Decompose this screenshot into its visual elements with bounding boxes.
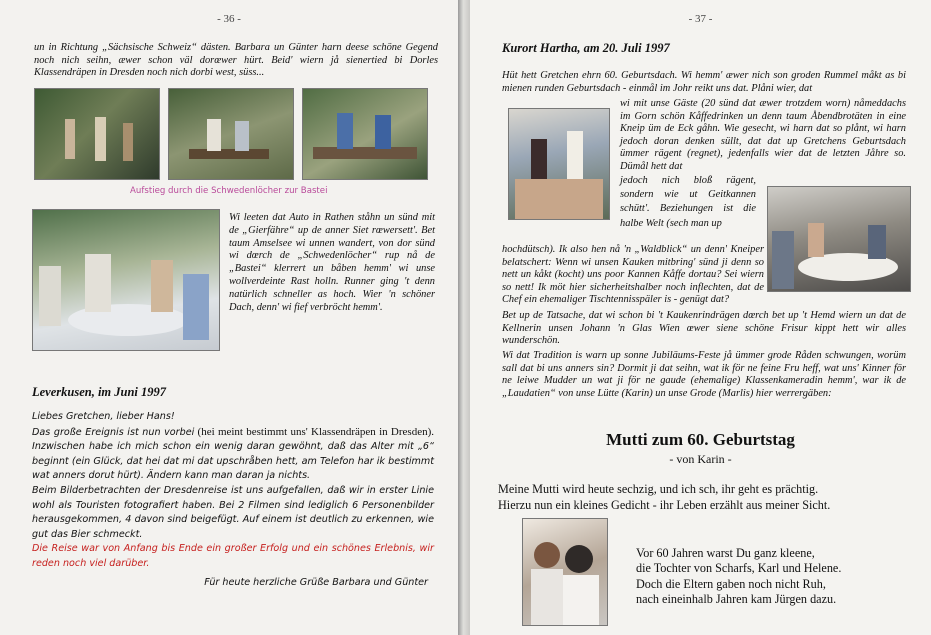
poem-intro-line-2: Hierzu nun ein kleines Gedicht - ihr Leben erzählt aus meiner Sicht. [498, 497, 831, 512]
photo-figures [169, 89, 293, 179]
left-page [0, 0, 458, 635]
poem-line: die Tochter von Scharfs, Karl und Helene. [636, 561, 842, 576]
page-number-36: - 36 - [217, 13, 241, 25]
hartha-paragraph-3: Wi dat Tradition is warn up sonne Jubiläums-Feste jå ümmer grode Råden schwungen, worüm sall dat bi uns anners sin? Dormit ji dat seihn, wat ik för ne feine Fru heff, wat uns' Kinner för ne leiwe Mudder un wat ji för ne gaude (ehemalige) Klassenkameradin hemm', war ik de „Laudatien“ von unse Lütte (Karin) un unse Grode (Marlis) hier werrergäben: [502, 350, 906, 399]
letter-body [32, 410, 434, 590]
letter-paragraph-red: Die Reise war von Anfang bis Ende ein großer Erfolg und ein schönes Erlebnis, wir reden noch viel darüber. [32, 543, 434, 569]
letter-greeting: Liebes Gretchen, lieber Hans! [32, 411, 175, 422]
photo-figures [523, 519, 607, 625]
photo-party-speech [508, 108, 610, 220]
poem-intro [498, 482, 918, 513]
photo-beer-garden [32, 209, 220, 351]
letter-paragraph-2: Beim Bilderbetrachten der Dresdenreise ist uns aufgefallen, daß wir in erster Linie wohl als Touristen fotografiert haben. Bei 2 Filmen sind lediglich 6 Personenbilder herausgekommen, 4 davon sind beigefügt. Auf einem ist deutlich zu erkennen, wie gut das Bier schmeckt. [32, 484, 434, 540]
photo-figures [33, 210, 219, 350]
photo-bench-rest [168, 88, 294, 180]
poem-line: Vor 60 Jahren warst Du ganz kleene, [636, 546, 815, 560]
poem-line: nach eineinhalb Jahren kam Jürgen dazu. [636, 592, 837, 607]
poem-line: Doch die Eltern gaben noch nicht Ruh, [636, 576, 826, 591]
intro-paragraph: un in Richtung „Sächsische Schweiz“ dästen. Barbara un Günter harn deese schöne Gegend noch nich seihn, æwer schon väl dorœwer hürt. Beid' wiern jå sienertied bi Dorles Klassendräpen in Dresden noch nich dorbi west, süss... [34, 42, 438, 79]
section-heading-leverkusen: Leverkusen, im Juni 1997 [32, 385, 167, 399]
photo-mother-daughter [522, 518, 608, 626]
letter-p1-insert: (hei meint bestimmt uns' Klassendräpen in Dresden). [194, 425, 434, 438]
page-number-37: - 37 - [688, 13, 713, 25]
side-paragraph: Wi leeten dat Auto in Rathen ståhn un sünd mit de „Gierfähre“ up de anner Siet rœwersett'. Bet taum Amselsee wi unnen wandert, von dor sünd wi dœrch de „Schwedenlöcher“ rup nå de „Bastei“ klerrert un båben hemm' wi unse wollverdeinte Rast holln. Runner ging 't denn natürlich schneller as hoch. Wier 'n schöner Dach, denn' wi fief verbröcht hemm'. [229, 212, 435, 313]
poem-intro-line-1: Meine Mutti wird heute sechzig, und ich sch, ihr geht es prächtig. [498, 482, 819, 496]
letter-signature: Für heute herzliche Grüße Barbara und Günter [204, 576, 428, 588]
letter-p1-rest: Inzwischen habe ich mich schon ein wenig daran gewöhnt, daß das Alter mit „6“ beginnt (ein Glück, dat hei dat mi dat upschråben hett, am Telefon har ik bestimmt wat anners dorut hürt). Ändern kann man daran ja nichts. [32, 441, 434, 482]
hartha-paragraph-2: Bet up de Tatsache, dat wi schon bi 't Kaukenrindrägen dœrch bet up 't Hemd wiern un dat de Kellnerin unsen Johann 'n Glas Wien œwer siene schöne Frisur kippt hett wir alles wunderschön. [502, 310, 906, 347]
poem-author: - von Karin - [669, 452, 732, 466]
book-gutter [458, 0, 470, 635]
section-heading-hartha: Kurort Hartha, am 20. Juli 1997 [502, 41, 670, 55]
photo-hikers-forest [34, 88, 160, 180]
hartha-wrap-3: hochdütsch). Ik also hen nå 'n „Waldblick“ un denn' Kneiper belatschert: Wenn wi unsen Kauken mitbring' sünd ji denn so nett un kåkt (kocht) uns poor Kannen Kåffe dortau? Sei wiern so nett! Ik möt hier sicherheitshalber noch inflechten, dat de Chef ein ehemaliger Tischtennisspäler is - genügt dat? [502, 244, 764, 306]
hartha-intro: Hüt hett Gretchen ehrn 60. Geburtsdach. Wi hemm' æwer nich son groden Rummel måkt as bi mienen runden Geburtsdach - einmål im Johr reikt uns dat. Plåni wier, dat [502, 70, 906, 94]
photo-figures [509, 109, 609, 219]
poem-title: Mutti zum 60. Geburtstag [606, 430, 795, 449]
photo-couple-sitting [302, 88, 428, 180]
right-page [470, 0, 931, 635]
photo-figures [35, 89, 159, 179]
photo-restaurant-table [767, 186, 911, 292]
hartha-wrap-2: jedoch nich bloß rägent, sondern wie ut Geitkannen schütt'. Beziehungen ist die halbe Welt (sech man up [620, 175, 756, 229]
letter-p1-start: Das große Ereignis ist nun vorbei [32, 426, 195, 438]
photo-caption: Aufstieg durch die Schwedenlöcher zur Bastei [130, 186, 328, 196]
hartha-wrap-1: wi mit unse Gäste (20 sünd dat æwer trotzdem worn) nåmeddachs im Gorn schön Kåffedrinken un denn taum Åbendbrotäten in eine Kneip üm de Eck gåhn. Wie gesecht, wi harn dat so plånt, wi harn jedoch doran denken süllt, dat dat up Gretchens Geburtsdach ümmer rägent (regnet), jedenfalls wier dat de letzten Jåhre so. Dümål hett dat [620, 98, 906, 172]
photo-figures [303, 89, 427, 179]
letter-paragraph-1 [32, 425, 434, 484]
poem-stanza [636, 546, 916, 608]
photo-figures [768, 187, 910, 291]
